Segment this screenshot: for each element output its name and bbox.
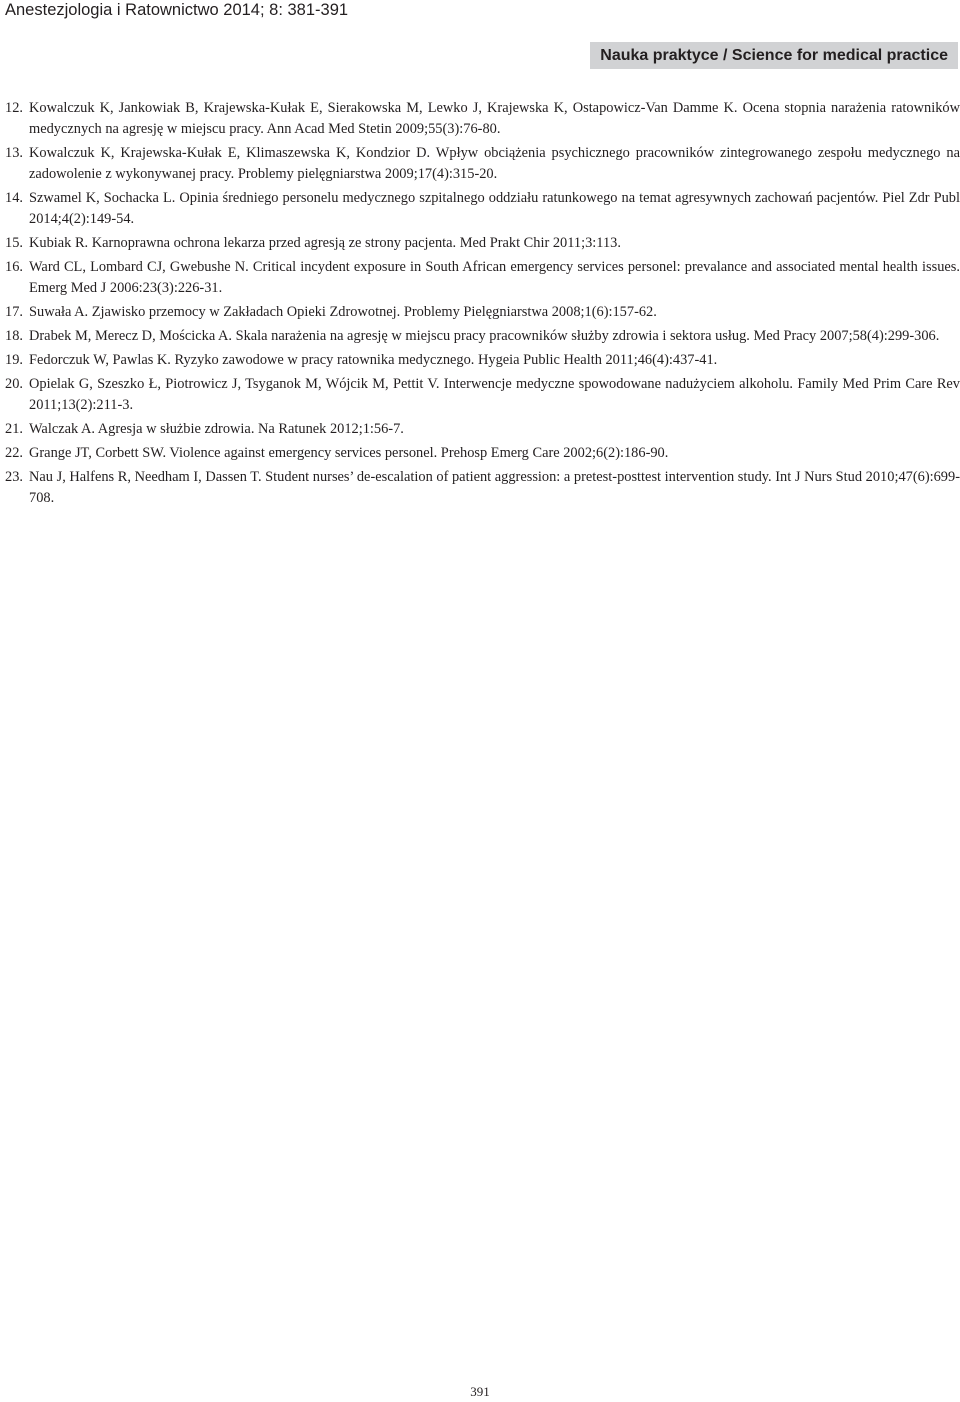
reference-text: Opielak G, Szeszko Ł, Piotrowicz J, Tsyganok M, Wójcik M, Pettit V. Interwencje medyczne spowodowane nadużyciem alkoholu. Family Med Prim Care Rev 2011;13(2):211-3. xyxy=(29,376,960,413)
reference-text: Kowalczuk K, Krajewska-Kułak E, Klimaszewska K, Kondzior D. Wpływ obciążenia psychicznego pracowników zintegrowanego zespołu medycznego na zadowolenie z wykonywanej pracy. Problemy pielęgniarstwa 2009;17(4):315-20. xyxy=(29,145,960,182)
reference-number: 23. xyxy=(5,469,23,485)
reference-text: Walczak A. Agresja w służbie zdrowia. Na Ratunek 2012;1:56-7. xyxy=(29,421,404,437)
reference-text: Drabek M, Merecz D, Mościcka A. Skala narażenia na agresję w miejscu pracy pracowników służby zdrowia i sektora usług. Med Pracy 2007;58(4):299-306. xyxy=(29,328,940,344)
section-banner: Nauka praktyce / Science for medical practice xyxy=(590,42,958,69)
reference-item xyxy=(5,350,960,371)
reference-item xyxy=(5,467,960,509)
reference-text: Fedorczuk W, Pawlas K. Ryzyko zawodowe w pracy ratownika medycznego. Hygeia Public Health 2011;46(4):437-41. xyxy=(29,352,718,368)
reference-number: 21. xyxy=(5,421,23,437)
reference-item xyxy=(5,98,960,140)
reference-list xyxy=(5,98,960,512)
reference-number: 15. xyxy=(5,235,23,251)
reference-text: Ward CL, Lombard CJ, Gwebushe N. Critical incydent exposure in South African emergency services personel: prevalance and associated mental health issues. Emerg Med J 2006:23(3):226-31. xyxy=(29,259,960,296)
reference-text: Szwamel K, Sochacka L. Opinia średniego personelu medycznego szpitalnego oddziału ratunkowego na temat agresywnych zachowań pacjentów. Piel Zdr Publ 2014;4(2):149-54. xyxy=(29,190,960,227)
reference-item xyxy=(5,326,960,347)
reference-number: 22. xyxy=(5,445,23,461)
reference-item xyxy=(5,374,960,416)
reference-number: 13. xyxy=(5,145,23,161)
reference-number: 19. xyxy=(5,352,23,368)
reference-number: 17. xyxy=(5,304,23,320)
reference-item xyxy=(5,143,960,185)
reference-number: 18. xyxy=(5,328,23,344)
journal-running-head: Anestezjologia i Ratownictwo 2014; 8: 381-391 xyxy=(5,1,349,19)
reference-number: 12. xyxy=(5,100,23,116)
page-number: 391 xyxy=(470,1384,490,1399)
reference-item xyxy=(5,257,960,299)
reference-text: Suwała A. Zjawisko przemocy w Zakładach Opieki Zdrowotnej. Problemy Pielęgniarstwa 2008;1(6):157-62. xyxy=(29,304,657,320)
reference-item xyxy=(5,419,960,440)
reference-item xyxy=(5,443,960,464)
reference-item xyxy=(5,302,960,323)
reference-number: 20. xyxy=(5,376,23,392)
reference-text: Nau J, Halfens R, Needham I, Dassen T. Student nurses’ de-escalation of patient aggression: a pretest-posttest intervention study. Int J Nurs Stud 2010;47(6):699-708. xyxy=(29,469,960,506)
reference-item xyxy=(5,233,960,254)
reference-number: 16. xyxy=(5,259,23,275)
reference-item xyxy=(5,188,960,230)
reference-number: 14. xyxy=(5,190,23,206)
reference-text: Kubiak R. Karnoprawna ochrona lekarza przed agresją ze strony pacjenta. Med Prakt Chir 2011;3:113. xyxy=(29,235,621,251)
reference-text: Grange JT, Corbett SW. Violence against emergency services personel. Prehosp Emerg Care 2002;6(2):186-90. xyxy=(29,445,669,461)
reference-text: Kowalczuk K, Jankowiak B, Krajewska-Kułak E, Sierakowska M, Lewko J, Krajewska K, Ostapowicz-Van Damme K. Ocena stopnia narażenia ratowników medycznych na agresję w miejscu pracy. Ann Acad Med Stetin 2009;55(3):76-80. xyxy=(29,100,960,137)
